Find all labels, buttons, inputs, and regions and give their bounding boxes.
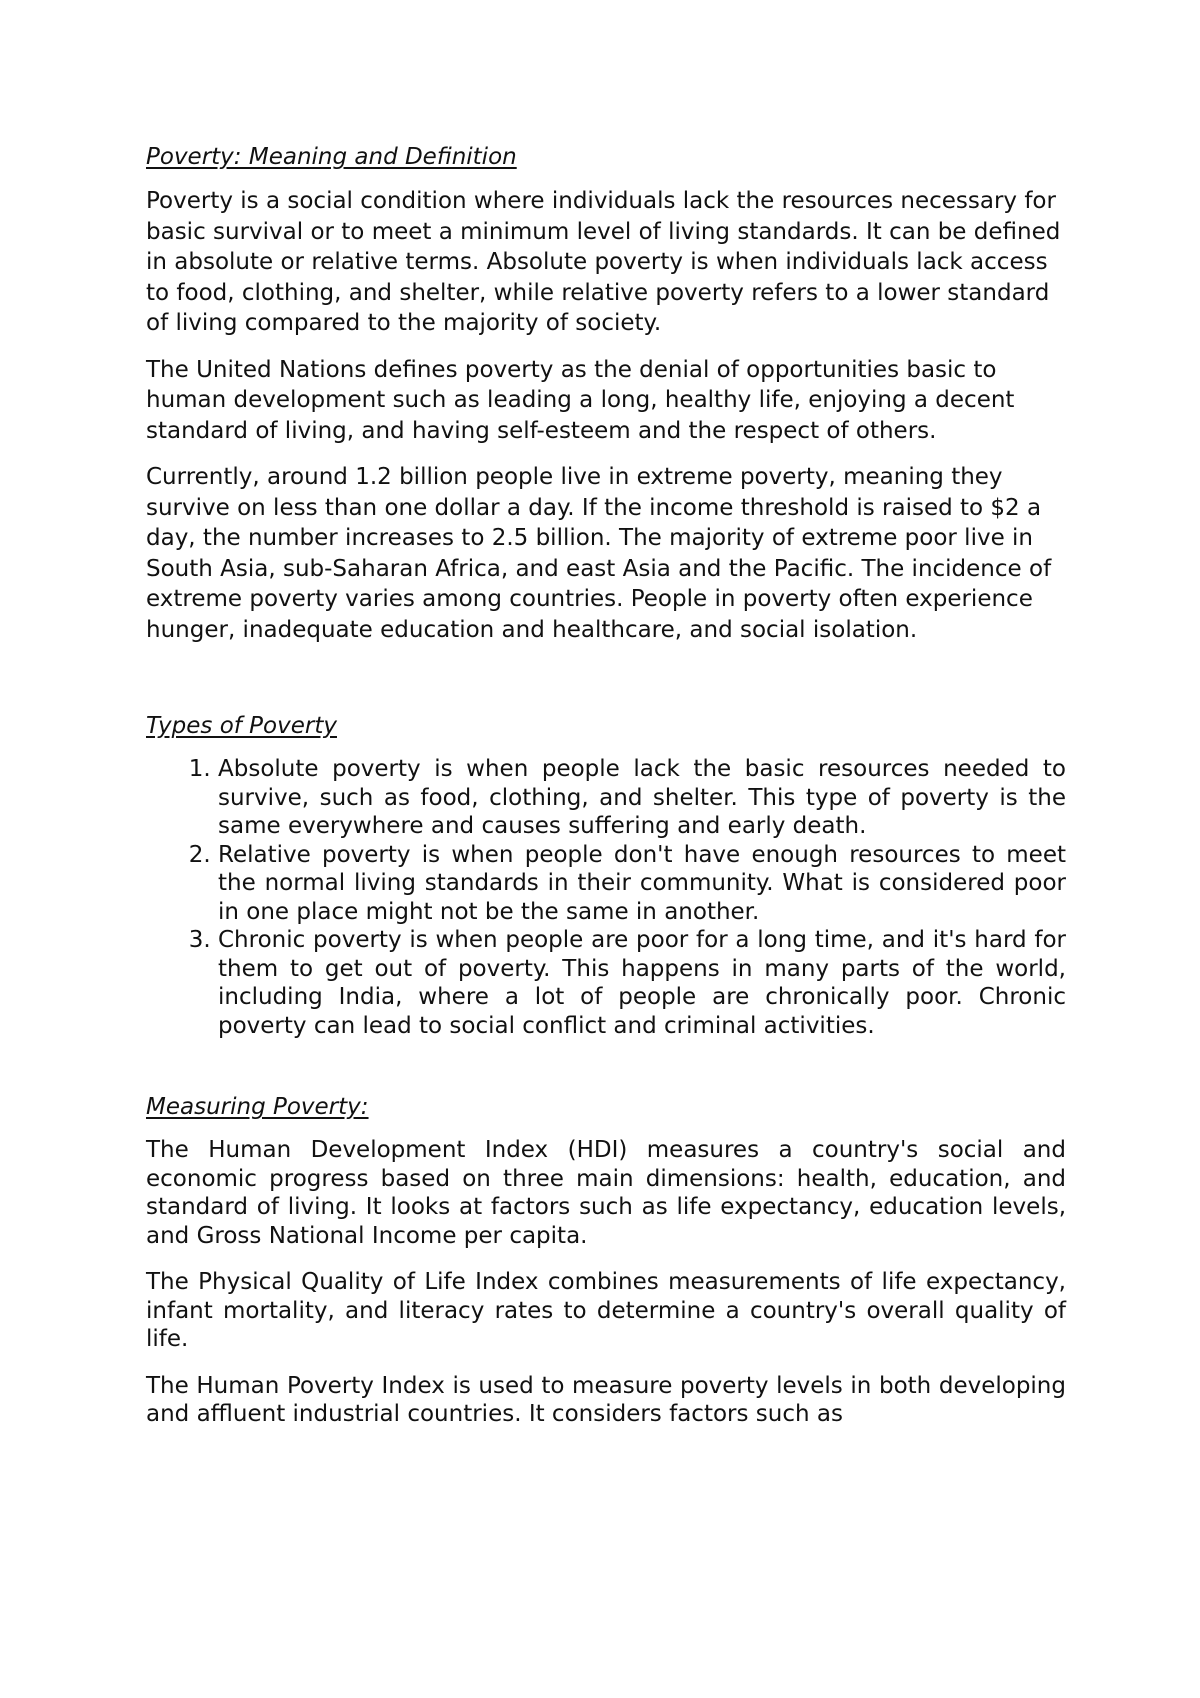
- section-heading-measuring-poverty: Measuring Poverty:: [146, 1094, 369, 1120]
- list-item-absolute-poverty: 1. Absolute poverty is when people lack the basic resources needed to survive, such as food, clothing, and shelter. This type of poverty is the same everywhere and causes suffering and early death.: [218, 755, 1066, 841]
- paragraph-un-definition: The United Nations defines poverty as the denial of opportunities basic to human development such as leading a long, healthy life, enjoying a decent standard of living, and having self-esteem and the respect of others.: [146, 356, 1015, 444]
- paragraph-hdi: The Human Development Index (HDI) measures a country's social and economic progress based on three main dimensions: health, education, and standard of living. It looks at factors such as life expectancy, education levels, and Gross National Income per capita.: [146, 1137, 1066, 1249]
- section-spacer: [146, 1040, 1066, 1092]
- types-of-poverty-list: [146, 755, 1066, 1040]
- document-body: [146, 142, 1066, 1447]
- list-item-chronic-poverty: 3. Chronic poverty is when people are poor for a long time, and it's hard for them to get out of poverty. This happens in many parts of the world, including India, where a lot of people are chronically poor. Chronic poverty can lead to social conflict and criminal activities.: [218, 926, 1066, 1040]
- paragraph-hpi: The Human Poverty Index is used to measure poverty levels in both developing and affluent industrial countries. It considers factors such as: [146, 1372, 1066, 1427]
- section-heading-types-of-poverty: Types of Poverty: [146, 713, 337, 739]
- section-spacer: [146, 661, 1066, 711]
- section-heading-meaning-definition: Poverty: Meaning and Definition: [146, 144, 517, 170]
- paragraph-pqli: The Physical Quality of Life Index combines measurements of life expectancy, infant mortality, and literacy rates to determine a country's overall quality of life.: [146, 1269, 1066, 1352]
- paragraph-poverty-definition: Poverty is a social condition where individuals lack the resources necessary for basic survival or to meet a minimum level of living standards. It can be defined in absolute or relative terms. Absolute poverty is when individuals lack access to food, clothing, and shelter, while relative poverty refers to a lower standard of living compared to the majority of society.: [146, 188, 1061, 336]
- list-item-relative-poverty: 2. Relative poverty is when people don't have enough resources to meet the normal living standards in their community. What is considered poor in one place might not be the same in another.: [218, 841, 1066, 927]
- paragraph-extreme-poverty-stats: Currently, around 1.2 billion people live in extreme poverty, meaning they survive on less than one dollar a day. If the income threshold is raised to $2 a day, the number increases to 2.5 billion. The majority of extreme poor live in South Asia, sub-Saharan Africa, and east Asia and the Pacific. The incidence of extreme poverty varies among countries. People in poverty often experience hunger, inadequate education and healthcare, and social isolation.: [146, 464, 1052, 643]
